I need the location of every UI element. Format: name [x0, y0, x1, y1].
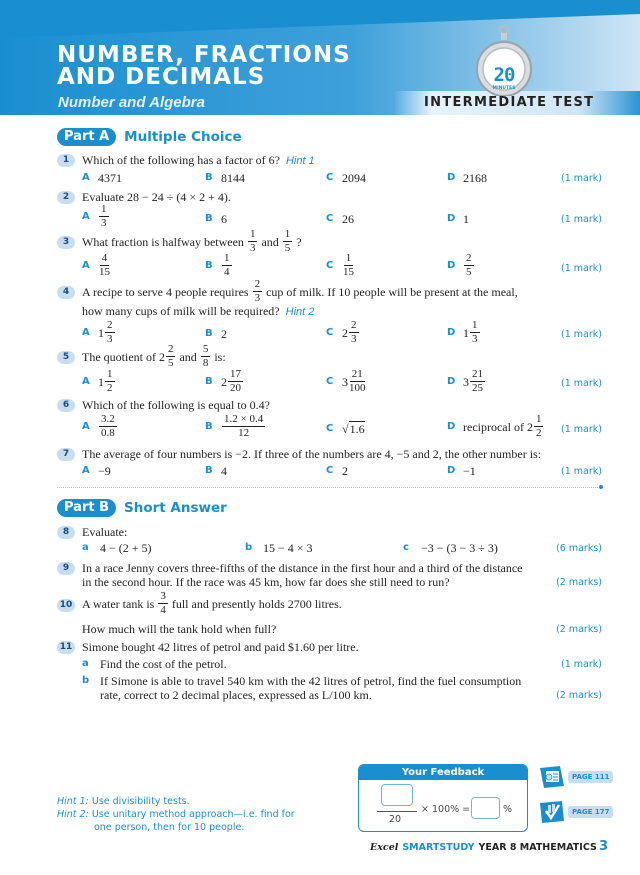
option-letter: A: [82, 210, 90, 222]
page-ref-label: PAGE 111: [568, 771, 613, 783]
denominator: 3: [107, 333, 113, 345]
option-value: 2094: [342, 171, 366, 185]
option-c[interactable]: [326, 422, 365, 436]
option-c[interactable]: [326, 171, 366, 185]
option-letter: D: [447, 213, 456, 224]
option-a[interactable]: [82, 464, 111, 478]
text-segment: What fraction is halfway between: [82, 234, 244, 249]
header-banner: [0, 0, 640, 122]
numerator: 1.2 × 0.4: [224, 413, 264, 425]
option-d[interactable]: [447, 253, 475, 278]
whole-part: 1: [463, 325, 469, 340]
subpart-letter: a: [82, 658, 89, 669]
denominator: 5: [284, 242, 291, 254]
mark-label: (1 mark): [561, 424, 602, 435]
fraction: [158, 591, 168, 616]
subpart-b: [245, 541, 313, 555]
hint-text-continued: one person, then for 10 people.: [94, 822, 245, 833]
mark-label: (2 marks): [556, 577, 602, 588]
whole-part: 2: [221, 374, 227, 389]
option-letter: C: [326, 259, 334, 271]
hints-footnote: [57, 795, 295, 834]
text-segment: how many cups of milk will be required?: [82, 304, 280, 318]
mark-label: (2 marks): [556, 624, 602, 635]
text-segment: and: [179, 349, 197, 364]
fraction: [470, 369, 485, 394]
fraction: [222, 414, 265, 439]
option-letter: C: [326, 423, 334, 434]
mixed-number: [463, 369, 486, 394]
option-letter: C: [326, 375, 334, 387]
question-text: Evaluate 28 − 24 ÷ (4 × 2 + 4).: [82, 190, 231, 204]
option-b[interactable]: [205, 464, 227, 478]
numerator: 1: [224, 252, 230, 264]
subpart-b: [82, 674, 521, 688]
question-text: Evaluate:: [82, 525, 128, 539]
square-root: √1.6: [342, 422, 365, 436]
option-letter: B: [205, 328, 213, 339]
option-a[interactable]: [82, 204, 110, 229]
mark-label: (1 mark): [561, 263, 602, 274]
option-c[interactable]: [326, 320, 360, 345]
option-value: 2: [342, 464, 348, 478]
denominator: 3: [101, 217, 107, 229]
subpart-letter: b: [82, 675, 90, 686]
subpart-letter: b: [245, 542, 253, 553]
option-d[interactable]: [447, 369, 486, 394]
fraction: [228, 369, 243, 394]
subpart-text: Find the cost of the petrol.: [100, 657, 227, 671]
denominator: 15: [343, 266, 354, 278]
fraction: [99, 253, 110, 278]
option-c[interactable]: [326, 464, 348, 478]
fraction: [464, 253, 474, 278]
question-text-line2: How much will the tank hold when full?: [82, 622, 277, 636]
fraction: [105, 320, 115, 345]
option-value: 8144: [221, 171, 245, 185]
option-letter: C: [326, 172, 334, 183]
question-text-line2: in the second hour. If the race was 45 km, how far does she still need to run?: [82, 575, 450, 589]
option-letter: A: [82, 375, 90, 387]
question-number: 6: [57, 399, 75, 412]
mark-label: (1 mark): [561, 214, 602, 225]
numerator: 2: [167, 343, 174, 355]
option-c[interactable]: [326, 253, 355, 278]
option-letter: B: [205, 375, 213, 387]
hint-label: Hint 1:: [57, 796, 89, 807]
numerator: 5: [202, 343, 209, 355]
hint-2: [57, 808, 295, 821]
question-number: 2: [57, 191, 75, 204]
question-number: 11: [57, 641, 75, 654]
text-segment: and: [261, 234, 279, 249]
fraction: [253, 279, 263, 304]
mixed-number: [221, 369, 244, 394]
fraction: [222, 253, 232, 278]
mixed-number: [98, 320, 116, 345]
question-text-line1: In a race Jenny covers three-fifths of the distance in the first hour and a third of the distance: [82, 561, 523, 575]
question-text: [82, 229, 302, 254]
option-d[interactable]: [447, 414, 544, 439]
part-b-title: Short Answer: [124, 500, 227, 516]
option-b[interactable]: [205, 171, 245, 185]
fraction: [349, 369, 366, 394]
fraction: [470, 320, 480, 345]
page-title: [57, 44, 351, 88]
text-segment: cup of milk. If 10 people will be present at the meal,: [266, 284, 518, 299]
footer-title: YEAR 8 MATHEMATICS: [478, 842, 597, 853]
text-segment: A water tank is: [82, 596, 155, 611]
numerator: 2: [466, 252, 472, 264]
question-text-line2: [82, 304, 314, 319]
part-a-pill: Part A: [57, 128, 116, 146]
mark-label: (1 mark): [561, 173, 602, 184]
subpart-expression: 4 − (2 + 5): [100, 541, 152, 555]
option-c[interactable]: [326, 369, 367, 394]
mark-label: (2 marks): [556, 690, 602, 701]
option-a[interactable]: [82, 369, 116, 394]
question-text: [82, 344, 226, 369]
fraction: [166, 344, 176, 369]
option-a[interactable]: [82, 171, 122, 185]
part-b-pill: Part B: [57, 499, 116, 517]
subpart-text-line2: rate, correct to 2 decimal places, expressed as L/100 km.: [100, 688, 372, 702]
option-letter: A: [82, 172, 90, 183]
numerator: 1: [345, 252, 352, 264]
feedback-title: Your Feedback: [359, 765, 527, 780]
numerator: 3: [160, 590, 166, 602]
page-subtitle: Number and Algebra: [58, 94, 205, 111]
option-value: −9: [98, 464, 111, 478]
question-text: [82, 153, 315, 168]
mixed-number: [342, 320, 360, 345]
whole-part: 3: [463, 374, 469, 389]
part-a-heading: [57, 128, 242, 146]
footer-brand: Excel: [370, 842, 399, 853]
hint-text: Use divisibility tests.: [91, 796, 190, 807]
score-input[interactable]: [381, 784, 413, 806]
fraction: [99, 414, 117, 439]
worksheet-icon: [538, 764, 566, 790]
title-line-2: AND DECIMALS: [57, 64, 266, 90]
option-letter: A: [82, 259, 90, 271]
numerator: 1: [101, 203, 107, 215]
numerator: 2: [107, 319, 113, 331]
numerator: 1: [249, 228, 256, 240]
option-a[interactable]: [82, 253, 111, 278]
option-letter: B: [205, 420, 213, 432]
fraction: [201, 344, 211, 369]
fraction: [343, 253, 354, 278]
text-segment: ?: [296, 234, 302, 249]
mixed-number: [527, 414, 545, 439]
subpart-c: [403, 541, 498, 555]
hint-1: [57, 795, 295, 808]
option-b[interactable]: [205, 253, 233, 278]
text-segment: full and presently holds 2700 litres.: [171, 596, 342, 611]
option-d[interactable]: [447, 171, 487, 185]
numerator: 2: [351, 319, 357, 331]
whole-part: 2: [342, 325, 348, 340]
subpart-a: [82, 541, 152, 555]
option-letter: B: [205, 172, 213, 183]
score-denominator: 20: [389, 814, 402, 825]
option-letter: B: [205, 259, 213, 271]
option-value: 2168: [463, 171, 487, 185]
fraction: [248, 229, 258, 254]
option-a[interactable]: [82, 320, 116, 345]
feedback-body: [359, 780, 527, 832]
title-line-1: NUMBER, FRACTIONS: [57, 42, 351, 68]
mark-label: (6 marks): [556, 543, 602, 554]
denominator: 100: [349, 382, 366, 394]
denominator: 2: [535, 427, 542, 439]
subpart-text: If Simone is able to travel 540 km with the 42 litres of petrol, find the fuel consumption: [100, 674, 522, 688]
numerator: 3.2: [101, 413, 115, 425]
option-letter: A: [82, 465, 90, 476]
mark-label: (1 mark): [561, 466, 602, 477]
option-letter: A: [82, 326, 90, 338]
option-letter: D: [447, 465, 456, 476]
subpart-expression: −3 − (3 − 3 ÷ 3): [421, 541, 498, 555]
option-letter: D: [447, 172, 456, 183]
numerator: 1: [284, 228, 291, 240]
question-text: Which of the following is equal to 0.4?: [82, 398, 270, 412]
denominator: 8: [202, 357, 209, 369]
percent-sign: %: [503, 804, 513, 815]
fraction: [349, 320, 359, 345]
fraction-bar: [377, 811, 417, 812]
option-b[interactable]: [205, 212, 227, 226]
option-letter: D: [447, 326, 456, 338]
denominator: 4: [224, 266, 230, 278]
denominator: 3: [351, 333, 357, 345]
timer-unit: MINUTES: [492, 86, 516, 91]
question-number: 1: [57, 154, 75, 167]
option-d[interactable]: [447, 212, 469, 226]
whole-part: 3: [342, 374, 348, 389]
numerator: 2: [254, 278, 261, 290]
question-text-body: Which of the following has a factor of 6?: [82, 153, 280, 167]
denominator: 3: [472, 333, 478, 345]
section-divider: [57, 487, 602, 488]
option-letter: C: [326, 465, 334, 476]
whole-part: 1: [98, 325, 104, 340]
question-number: 9: [57, 562, 75, 575]
hint-link[interactable]: Hint 2: [285, 306, 315, 318]
option-value: 4: [221, 464, 227, 478]
page-ref-worksheet[interactable]: [538, 764, 613, 790]
option-letter: A: [82, 420, 90, 432]
option-value: 26: [342, 212, 354, 226]
part-b-heading: [57, 499, 227, 517]
checkmark-icon: [538, 799, 566, 825]
mixed-number: [159, 344, 177, 369]
question-number: 7: [57, 448, 75, 461]
option-b[interactable]: [205, 327, 227, 341]
numerator: 4: [101, 252, 108, 264]
option-d[interactable]: [447, 464, 476, 478]
page-ref-label: PAGE 177: [568, 806, 613, 818]
test-type-label: INTERMEDIATE TEST: [424, 95, 595, 110]
option-b[interactable]: [205, 369, 244, 394]
fraction: [534, 414, 544, 439]
numerator: 1: [107, 368, 113, 380]
whole-part: 2: [158, 349, 165, 364]
denominator: 25: [472, 382, 483, 394]
mark-label: (1 mark): [561, 378, 602, 389]
denominator: 2: [107, 382, 113, 394]
option-letter: C: [326, 326, 334, 338]
footer-series: SMARTSTUDY: [402, 842, 475, 853]
page-ref-answers[interactable]: [538, 799, 613, 825]
feedback-formula: × 100% =: [421, 804, 471, 815]
mixed-number: [98, 369, 116, 394]
part-a-title: Multiple Choice: [124, 129, 242, 145]
timer-value: 20: [493, 64, 515, 86]
denominator: 20: [230, 382, 241, 394]
subpart-expression: 15 − 4 × 3: [263, 541, 313, 555]
question-number: 5: [57, 351, 75, 364]
divider-dot: [599, 485, 603, 489]
numerator: 1: [472, 319, 478, 331]
option-c[interactable]: [326, 212, 354, 226]
option-value: 2: [221, 327, 227, 341]
hint-link[interactable]: Hint 1: [285, 155, 315, 167]
option-b[interactable]: [205, 414, 266, 439]
denominator: 15: [99, 266, 110, 278]
question-number: 4: [57, 286, 75, 299]
percent-input[interactable]: [471, 797, 500, 819]
option-letter: B: [205, 213, 213, 224]
question-number: 3: [57, 236, 75, 249]
option-letter: D: [447, 420, 456, 432]
question-text: [82, 591, 342, 616]
option-d[interactable]: [447, 320, 481, 345]
denominator: 5: [466, 266, 472, 278]
mark-label: (1 mark): [561, 659, 602, 670]
mixed-number: [463, 320, 481, 345]
fraction: [105, 369, 115, 394]
page-footer: [370, 842, 597, 853]
question-text: The average of four numbers is −2. If three of the numbers are 4, −5 and 2, the other number is:: [82, 447, 542, 461]
denominator: 4: [160, 604, 166, 616]
subpart-letter: a: [82, 542, 89, 553]
option-letter: B: [205, 465, 213, 476]
question-number: 8: [57, 526, 75, 539]
option-prefix: reciprocal of: [463, 419, 524, 434]
question-number: 10: [57, 599, 75, 612]
option-letter: D: [447, 259, 456, 271]
text-segment: A recipe to serve 4 people requires: [82, 284, 249, 299]
denominator: 3: [249, 242, 256, 254]
option-value: 4371: [98, 171, 122, 185]
mark-label: (1 mark): [561, 329, 602, 340]
page-number: 3: [599, 839, 609, 854]
whole-part: 2: [526, 419, 533, 434]
subpart-a: [82, 657, 227, 671]
fraction: [283, 229, 293, 254]
radicand: 1.6: [349, 422, 365, 436]
numerator: 17: [230, 368, 241, 380]
denominator: 5: [167, 357, 174, 369]
option-value: 1: [463, 212, 469, 226]
hint-label: Hint 2:: [57, 809, 89, 820]
option-a[interactable]: [82, 414, 118, 439]
text-segment: The quotient of: [82, 349, 156, 364]
option-letter: C: [326, 213, 334, 224]
denominator: 3: [254, 292, 261, 304]
whole-part: 1: [98, 374, 104, 389]
feedback-box: [358, 764, 528, 832]
option-letter: D: [447, 375, 456, 387]
subpart-letter: c: [403, 542, 409, 553]
option-value: 6: [221, 212, 227, 226]
denominator: 0.8: [101, 427, 115, 439]
question-text: Simone bought 42 litres of petrol and paid $1.60 per litre.: [82, 640, 359, 654]
question-text: [82, 279, 518, 304]
fraction: [99, 204, 109, 229]
hint-text: Use unitary method approach—i.e. find for: [91, 809, 295, 820]
numerator: 21: [472, 368, 483, 380]
text-segment: is:: [214, 349, 226, 364]
stopwatch-icon: [470, 24, 538, 96]
mixed-number: [342, 369, 367, 394]
numerator: 1: [535, 413, 542, 425]
option-value: −1: [463, 464, 476, 478]
denominator: 12: [238, 427, 250, 439]
numerator: 21: [351, 368, 363, 380]
